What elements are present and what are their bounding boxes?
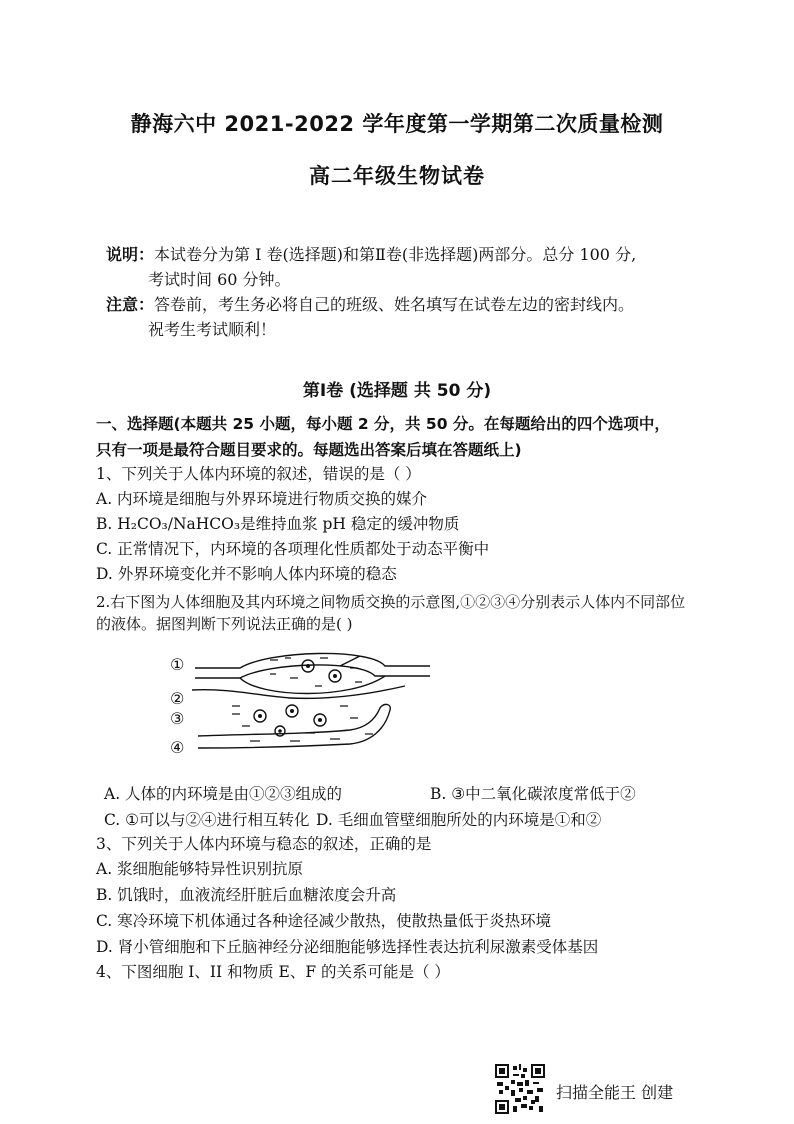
capillary-lower-inner-wall [195, 665, 430, 678]
qr-code-icon [495, 1064, 545, 1114]
instructions-line-1: 本试卷分为第 I 卷(选择题)和第Ⅱ卷(非选择题)两部分。总分 100 分, [154, 245, 637, 264]
q3-stem: 3、下列关于人体内环境与稳态的叙述，正确的是 [96, 835, 432, 853]
instructions-label: 说明： [106, 245, 155, 264]
exam-title: 静海六中 2021-2022 学年度第一学期第二次质量检测 [130, 112, 664, 136]
attention-line-2: 祝考生考试顺利！ [148, 320, 277, 339]
q2-option-d: D. 毛细血管壁细胞所处的内环境是①和② [316, 811, 602, 829]
q1-option-b: B. H₂CO₃/NaHCO₃是维持血浆 pH 稳定的缓冲物质 [96, 515, 460, 533]
q2-option-b: B. ③中二氧化碳浓度常低于② [430, 785, 636, 803]
part1-heading-rest: (本题共 25 小题，每小题 2 分，共 50 分。在每题给出的四个选项中， [173, 415, 670, 433]
flow-arrow [340, 656, 360, 666]
q3-option-b: B. 饥饿时，血液流经肝脏后血糖浓度会升高 [96, 886, 397, 904]
cell-nucleus [306, 664, 310, 668]
capillary-upper-wall [195, 653, 430, 668]
diagram-label-2: ② [170, 689, 185, 708]
part1-heading-line-2: 只有一项是最符合题目要求的。每题选出答案后填在答题纸上) [96, 441, 522, 459]
instructions-line-2: 考试时间 60 分钟。 [148, 270, 291, 289]
q2-option-c: C. ①可以与②④进行相互转化 [104, 811, 310, 829]
scanner-credit: 扫描全能王 创建 [556, 1083, 674, 1102]
q3-option-c: C. 寒冷环境下机体通过各种途径减少散热，使散热量低于炎热环境 [96, 912, 552, 930]
fluid-exchange-diagram [170, 648, 440, 763]
diagram-label-4: ④ [170, 738, 185, 757]
exam-subtitle: 高二年级生物试卷 [309, 164, 485, 188]
q1-option-c: C. 正常情况下，内环境的各项理化性质都处于动态平衡中 [96, 540, 490, 558]
attention-line-1: 答卷前，考生务必将自己的班级、姓名填写在试卷左边的密封线内。 [154, 295, 635, 314]
q2-option-a: A. 人体的内环境是由①②③组成的 [104, 785, 343, 803]
cell-nucleus [258, 714, 262, 718]
q1-option-a: A. 内环境是细胞与外界环境进行物质交换的媒介 [96, 490, 428, 508]
cell-nucleus [333, 674, 337, 678]
attention-note [106, 292, 726, 342]
q3-option-d: D. 肾小管细胞和下丘脑神经分泌细胞能够选择性表达抗利尿激素受体基因 [96, 938, 599, 956]
instructions-note [106, 242, 726, 292]
attention-label: 注意： [106, 295, 155, 314]
cell-nucleus [318, 718, 322, 722]
capillary-bottom-wall [240, 676, 385, 694]
cell-nucleus [278, 729, 282, 733]
q4-stem: 4、下图细胞 I、II 和物质 E、F 的关系可能是（ ） [96, 963, 450, 981]
section-title: 第Ⅰ卷 (选择题 共 50 分) [302, 381, 492, 401]
part1-heading [96, 414, 670, 434]
q1-option-d: D. 外界环境变化并不影响人体内环境的稳态 [96, 565, 397, 583]
q2-stem-line-2: 的液体。据图判断下列说法正确的是( ) [96, 615, 353, 633]
q1-stem: 1、下列关于人体内环境的叙述，错误的是（ ） [96, 465, 421, 483]
diagram-label-1: ① [170, 655, 185, 674]
part1-heading-label: 一、选择题 [96, 415, 174, 433]
fluid-dashes [232, 658, 373, 741]
q3-option-a: A. 浆细胞能够特异性识别抗原 [96, 860, 304, 878]
cell-nucleus [290, 709, 294, 713]
tissue-boundary [192, 686, 405, 698]
q2-stem-line-1: 2.右下图为人体细胞及其内环境之间物质交换的示意图,①②③④分别表示人体内不同部位 [96, 593, 686, 611]
diagram-label-3: ③ [170, 709, 185, 728]
